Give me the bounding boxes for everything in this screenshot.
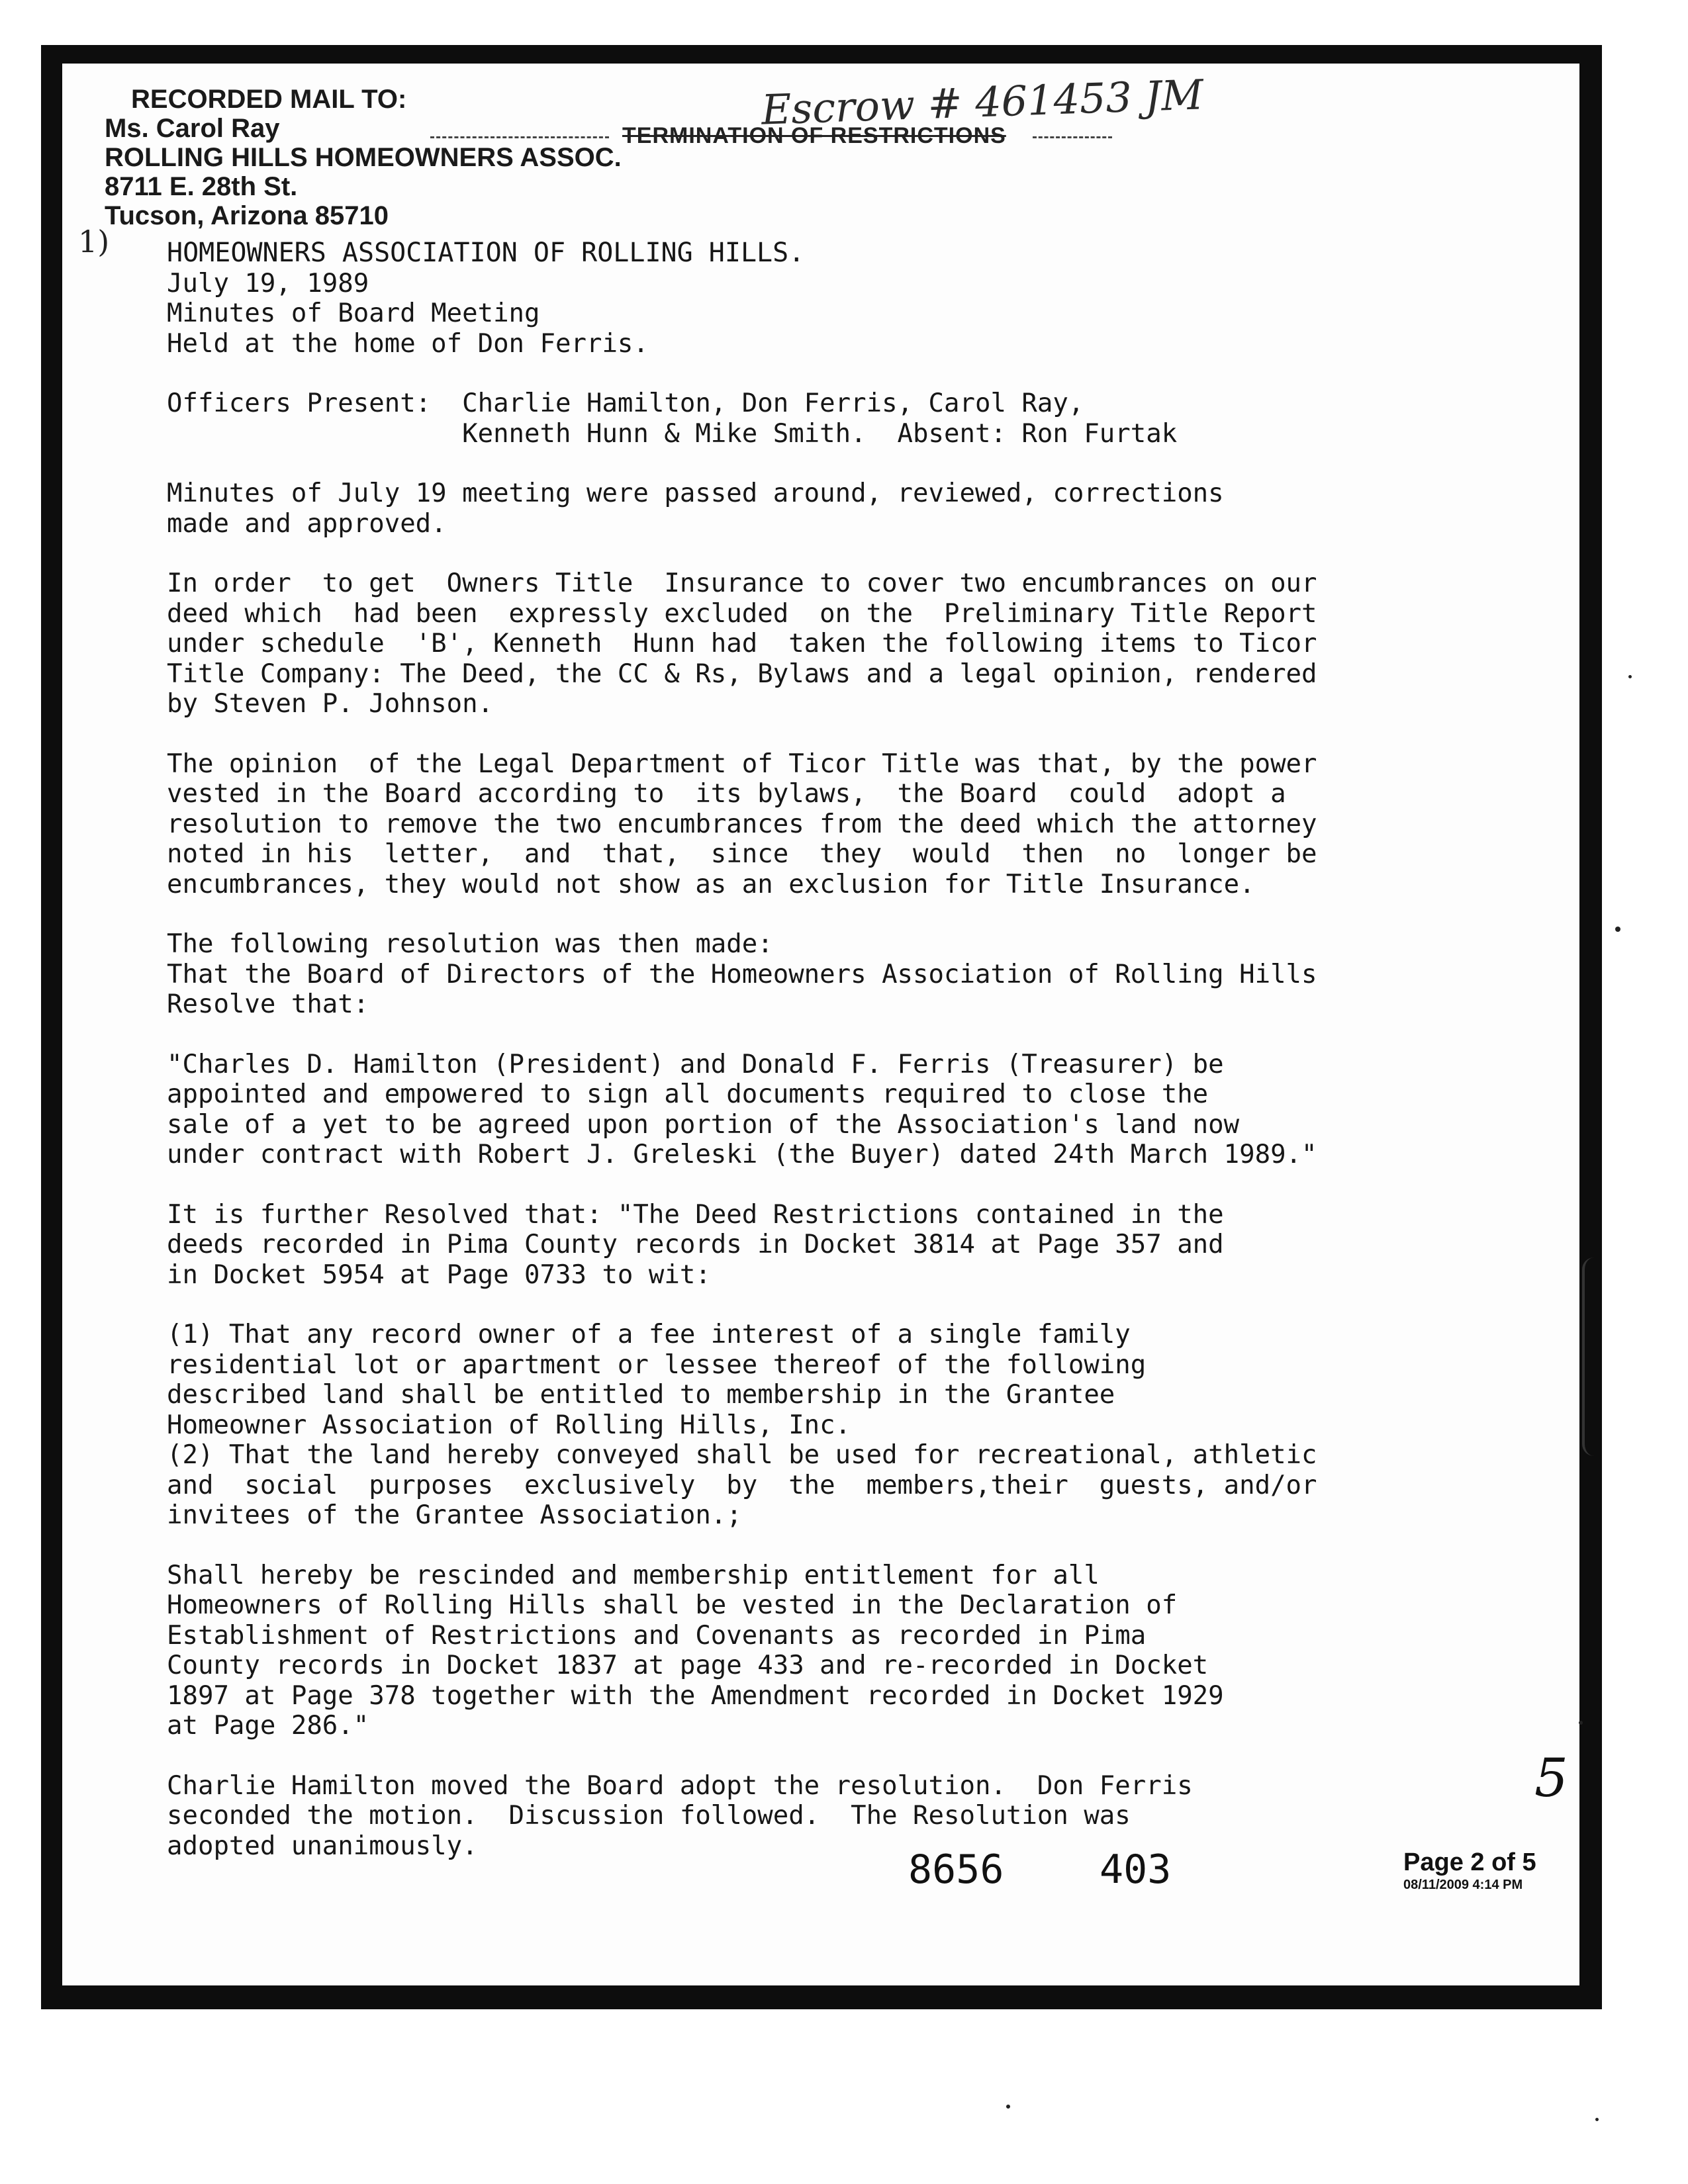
paragraph-line: by Steven P. Johnson. <box>167 689 494 719</box>
print-timestamp: 08/11/2009 4:14 PM <box>1403 1878 1523 1892</box>
recipient-name: Ms. Carol Ray <box>105 114 280 143</box>
scan-speck <box>1628 675 1632 678</box>
paragraph-line: 1897 at Page 378 together with the Amendment recorded in Docket 1929 <box>167 1680 1224 1711</box>
minutes-subtitle: Minutes of Board Meeting <box>167 298 540 328</box>
paragraph-line: invitees of the Grantee Association.; <box>167 1500 742 1530</box>
scan-edge-mark <box>1582 1257 1605 1456</box>
paragraph-line: Homeowners of Rolling Hills shall be vested in the Declaration of <box>167 1590 1178 1620</box>
minutes-body <box>167 238 1524 1861</box>
docket-page-number: 403 <box>1100 1846 1172 1893</box>
paragraph-line: Charlie Hamilton moved the Board adopt the resolution. Don Ferris <box>167 1770 1193 1801</box>
paragraph-line: In order to get Owners Title Insurance to cover two encumbrances on our <box>167 569 1317 598</box>
paragraph-line: "Charles D. Hamilton (President) and Donald F. Ferris (Treasurer) be <box>167 1049 1224 1079</box>
paragraph-line: That the Board of Directors of the Homeowners Association of Rolling Hills <box>167 959 1317 989</box>
paragraph-line: in Docket 5954 at Page 0733 to wit: <box>167 1259 711 1290</box>
page-counter: Page 2 of 5 <box>1403 1848 1536 1876</box>
scan-speck <box>1579 1721 1583 1725</box>
paragraph-line: residential lot or apartment or lessee thereof of the following <box>167 1349 1147 1380</box>
paragraph-line: encumbrances, they would not show as an exclusion for Title Insurance. <box>167 869 1255 899</box>
document-type-title: TERMINATION OF RESTRICTIONS <box>622 123 1006 148</box>
officers-line-2: Kenneth Hunn & Mike Smith. Absent: Ron Furtak <box>167 418 1178 449</box>
recorded-mail-label: RECORDED MAIL TO: <box>131 85 407 114</box>
header-dash-left <box>430 136 609 138</box>
paragraph-line: Title Company: The Deed, the CC & Rs, Bylaws and a legal opinion, rendered <box>167 659 1317 689</box>
paragraph-line: (2) That the land hereby conveyed shall be used for recreational, athletic <box>167 1440 1317 1470</box>
paragraph-line: Shall hereby be rescinded and membership entitlement for all <box>167 1560 1100 1590</box>
paragraph-line: and social purposes exclusively by the members,their guests, and/or <box>167 1470 1317 1500</box>
paragraph-line: under contract with Robert J. Greleski (the Buyer) dated 24th March 1989." <box>167 1140 1317 1169</box>
paragraph-line: deed which had been expressly excluded on the Preliminary Title Report <box>167 598 1317 629</box>
paragraph-line: described land shall be entitled to membership in the Grantee <box>167 1380 1115 1410</box>
handwritten-page-mark: 5 <box>1534 1747 1568 1809</box>
paragraph-line: Resolve that: <box>167 989 369 1019</box>
paragraph-line: noted in his letter, and that, since they would then no longer be <box>167 839 1317 869</box>
docket-number: 8656 <box>908 1846 1004 1893</box>
margin-mark: 1) <box>78 224 110 259</box>
recipient-organization: ROLLING HILLS HOMEOWNERS ASSOC. <box>105 143 622 172</box>
paragraph-line: The following resolution was then made: <box>167 929 773 959</box>
header-dash-right <box>1033 136 1112 138</box>
paragraph-line: resolution to remove the two encumbrances from the deed which the attorney <box>167 809 1317 839</box>
paragraph-line: under schedule 'B', Kenneth Hunn had taken the following items to Ticor <box>167 629 1317 659</box>
handwritten-escrow-note: Escrow # 461453 JM <box>760 70 1205 134</box>
paragraph-line: at Page 286." <box>167 1711 369 1741</box>
paragraph-line: adopted unanimously. <box>167 1831 478 1861</box>
paragraph-line: made and approved. <box>167 508 447 539</box>
paragraph-line: Minutes of July 19 meeting were passed around, reviewed, corrections <box>167 478 1224 508</box>
scan-speck <box>1595 2118 1599 2121</box>
paragraph-line: Homeowner Association of Rolling Hills, Inc. <box>167 1410 851 1440</box>
page-info <box>1403 1848 1536 1893</box>
scan-speck <box>1615 927 1620 932</box>
docket-page-stamp <box>908 1846 1171 1893</box>
paragraph-line: sale of a yet to be agreed upon portion of the Association's land now <box>167 1109 1240 1140</box>
meeting-date: July 19, 1989 <box>167 268 369 298</box>
paragraph-line: The opinion of the Legal Department of Ticor Title was that, by the power <box>167 749 1317 779</box>
paragraph-line: seconded the motion. Discussion followed. The Resolution was <box>167 1801 1131 1831</box>
scan-speck <box>1006 2105 1010 2109</box>
recorded-mail-address-block <box>105 85 622 230</box>
recipient-street: 8711 E. 28th St. <box>105 172 298 201</box>
paragraph-line: County records in Docket 1837 at page 433 and re-recorded in Docket <box>167 1651 1209 1680</box>
meeting-location: Held at the home of Don Ferris. <box>167 328 649 359</box>
paragraph-line: vested in the Board according to its bylaws, the Board could adopt a <box>167 779 1286 809</box>
paragraph-line: (1) That any record owner of a fee interest of a single family <box>167 1320 1131 1349</box>
officers-line-1: Officers Present: Charlie Hamilton, Don Ferris, Carol Ray, <box>167 388 1084 418</box>
paragraph-line: Establishment of Restrictions and Covenants as recorded in Pima <box>167 1620 1147 1651</box>
minutes-title: HOMEOWNERS ASSOCIATION OF ROLLING HILLS. <box>167 238 805 268</box>
paragraph-line: appointed and empowered to sign all documents required to close the <box>167 1079 1209 1109</box>
recipient-city: Tucson, Arizona 85710 <box>105 201 389 230</box>
paragraph-line: It is further Resolved that: "The Deed Restrictions contained in the <box>167 1199 1224 1230</box>
paragraph-line: deeds recorded in Pima County records in Docket 3814 at Page 357 and <box>167 1230 1224 1259</box>
